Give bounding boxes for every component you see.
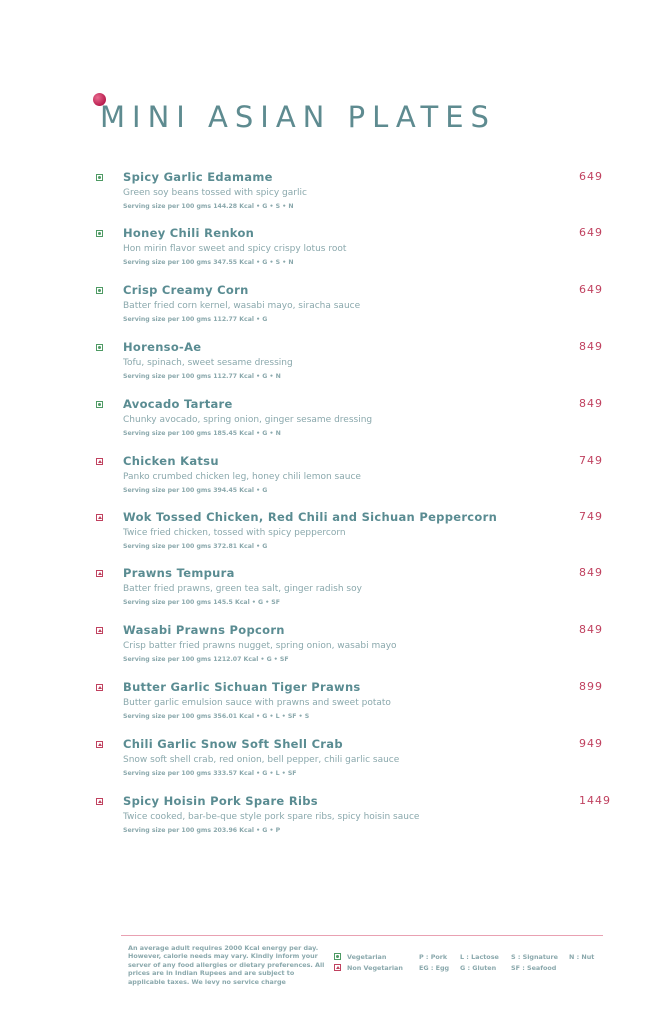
item-description: Tofu, spinach, sweet sesame dressing — [123, 358, 293, 368]
menu-item — [0, 283, 661, 335]
item-serving-info: Serving size per 100 gms 112.77 Kcal • G — [123, 316, 268, 323]
item-price: 649 — [579, 170, 603, 183]
menu-item — [0, 737, 661, 789]
item-name: Honey Chili Renkon — [123, 226, 255, 240]
item-name: Chicken Katsu — [123, 454, 219, 468]
item-name: Spicy Garlic Edamame — [123, 170, 273, 184]
item-description: Snow soft shell crab, red onion, bell pepper, chili garlic sauce — [123, 755, 400, 765]
legend-lactose: L : Lactose — [460, 953, 499, 961]
item-description: Batter fried prawns, green tea salt, ginger radish soy — [123, 584, 362, 594]
item-description: Hon mirin flavor sweet and spicy crispy lotus root — [123, 244, 347, 254]
menu-item — [0, 510, 661, 562]
item-name: Butter Garlic Sichuan Tiger Prawns — [123, 680, 361, 694]
veg-marker-icon — [96, 174, 103, 181]
footer-note: An average adult requires 2000 Kcal energy per day. However, calorie needs may vary. Kindly inform your server of any food allergies or dietary preferences. All prices are in Indian Rupees and are subject to applicable taxes. We levy no service charge — [128, 944, 325, 986]
veg-marker-icon — [96, 230, 103, 237]
item-price: 849 — [579, 397, 603, 410]
legend-gluten: G : Gluten — [460, 964, 497, 972]
legend-vegetarian: Vegetarian — [347, 953, 387, 961]
item-price: 749 — [579, 510, 603, 523]
menu-item — [0, 680, 661, 732]
legend-nut: N : Nut — [569, 953, 595, 961]
item-description: Butter garlic emulsion sauce with prawns and sweet potato — [123, 698, 391, 708]
item-name: Prawns Tempura — [123, 566, 235, 580]
item-serving-info: Serving size per 100 gms 333.57 Kcal • G • L • SF — [123, 770, 297, 777]
menu-item — [0, 454, 661, 506]
item-serving-info: Serving size per 100 gms 185.45 Kcal • G • N — [123, 430, 281, 437]
item-description: Twice fried chicken, tossed with spicy peppercorn — [123, 528, 346, 538]
menu-item — [0, 794, 661, 846]
item-serving-info: Serving size per 100 gms 372.81 Kcal • G — [123, 543, 268, 550]
item-name: Wok Tossed Chicken, Red Chili and Sichuan Peppercorn — [123, 510, 498, 524]
menu-item — [0, 566, 661, 618]
item-price: 949 — [579, 737, 603, 750]
item-price: 749 — [579, 454, 603, 467]
menu-item — [0, 397, 661, 449]
item-description: Panko crumbed chicken leg, honey chili lemon sauce — [123, 472, 361, 482]
item-price: 849 — [579, 566, 603, 579]
item-price: 649 — [579, 283, 603, 296]
item-name: Spicy Hoisin Pork Spare Ribs — [123, 794, 318, 808]
nonveg-marker-icon — [96, 570, 103, 577]
legend-seafood: SF : Seafood — [511, 964, 557, 972]
veg-marker-icon — [96, 287, 103, 294]
item-serving-info: Serving size per 100 gms 145.5 Kcal • G • SF — [123, 599, 280, 606]
item-serving-info: Serving size per 100 gms 112.77 Kcal • G • N — [123, 373, 281, 380]
item-price: 849 — [579, 623, 603, 636]
nonveg-marker-icon — [96, 798, 103, 805]
menu-item — [0, 226, 661, 278]
veg-marker-icon — [96, 344, 103, 351]
legend-signature: S : Signature — [511, 953, 558, 961]
item-price: 649 — [579, 226, 603, 239]
menu-item — [0, 623, 661, 675]
nonveg-marker-icon — [96, 627, 103, 634]
item-serving-info: Serving size per 100 gms 203.96 Kcal • G • P — [123, 827, 281, 834]
item-serving-info: Serving size per 100 gms 144.28 Kcal • G • S • N — [123, 203, 294, 210]
item-serving-info: Serving size per 100 gms 347.55 Kcal • G • S • N — [123, 259, 294, 266]
item-serving-info: Serving size per 100 gms 356.01 Kcal • G • L • SF • S — [123, 713, 310, 720]
item-serving-info: Serving size per 100 gms 1212.07 Kcal • G • SF — [123, 656, 289, 663]
item-description: Twice cooked, bar-be-que style pork spare ribs, spicy hoisin sauce — [123, 812, 420, 822]
nonveg-legend-icon — [334, 964, 341, 971]
item-serving-info: Serving size per 100 gms 394.45 Kcal • G — [123, 487, 268, 494]
item-name: Avocado Tartare — [123, 397, 233, 411]
menu-item — [0, 170, 661, 222]
item-name: Horenso-Ae — [123, 340, 202, 354]
item-description: Crisp batter fried prawns nugget, spring onion, wasabi mayo — [123, 641, 397, 651]
nonveg-marker-icon — [96, 514, 103, 521]
item-price: 1449 — [579, 794, 611, 807]
nonveg-marker-icon — [96, 458, 103, 465]
section-title: MINI ASIAN PLATES — [100, 100, 496, 134]
item-price: 849 — [579, 340, 603, 353]
item-description: Batter fried corn kernel, wasabi mayo, siracha sauce — [123, 301, 361, 311]
item-name: Crisp Creamy Corn — [123, 283, 249, 297]
item-name: Wasabi Prawns Popcorn — [123, 623, 285, 637]
legend-non-vegetarian: Non Vegetarian — [347, 964, 403, 972]
nonveg-marker-icon — [96, 684, 103, 691]
item-name: Chili Garlic Snow Soft Shell Crab — [123, 737, 343, 751]
footer-divider — [121, 935, 603, 936]
item-description: Green soy beans tossed with spicy garlic — [123, 188, 307, 198]
nonveg-marker-icon — [96, 741, 103, 748]
legend-pork: P : Pork — [419, 953, 448, 961]
legend-egg: EG : Egg — [419, 964, 450, 972]
item-price: 899 — [579, 680, 603, 693]
veg-marker-icon — [96, 401, 103, 408]
veg-legend-icon — [334, 953, 341, 960]
menu-item — [0, 340, 661, 392]
item-description: Chunky avocado, spring onion, ginger sesame dressing — [123, 415, 373, 425]
